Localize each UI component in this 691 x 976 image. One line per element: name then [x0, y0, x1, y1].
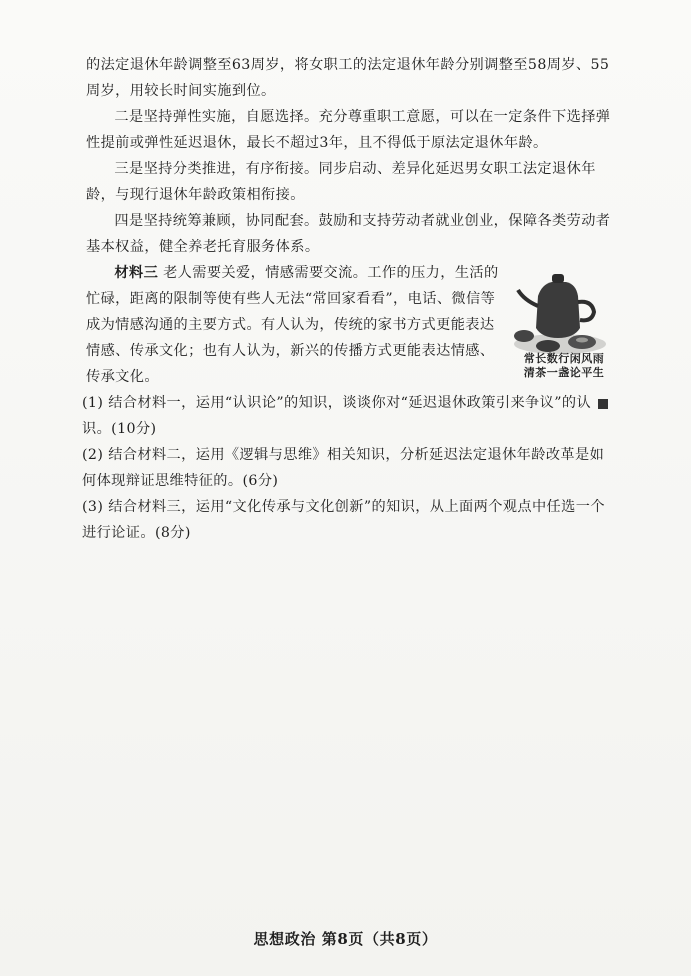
- material-3: [86, 260, 506, 390]
- artwork-caption-line-1: 常长数行闲风雨: [523, 352, 605, 365]
- paragraph-principle-4: 四是坚持统筹兼顾，协同配套。鼓励和支持劳动者就业创业，保障各类劳动者基本权益，健全养老托育服务体系。: [86, 213, 611, 255]
- material-3-label: 材料三: [114, 265, 159, 281]
- red-seal-stamp: [598, 399, 608, 409]
- paragraph-principle-2: 二是坚持弹性实施，自愿选择。充分尊重职工意愿，可以在一定条件下选择弹性提前或弹性延迟退休，最长不超过3年，且不得低于原法定退休年龄。: [86, 109, 611, 151]
- paragraph-retirement-age: 的法定退休年龄调整至63周岁，将女职工的法定退休年龄分别调整至58周岁、55周岁，用较长时间实施到位。: [86, 57, 610, 99]
- page-footer: 思想政治 第8页（共8页）: [253, 930, 438, 948]
- question-1: (1) 结合材料一，运用“认识论”的知识，谈谈你对“延迟退休政策引来争议”的认识。(10分): [82, 395, 592, 437]
- material-3-text: 老人需要关爱，情感需要交流。工作的压力，生活的忙碌，距离的限制等使有些人无法“常回家看看”，电话、微信等成为情感沟通的主要方式。有人认为，传统的家书方式更能表达情感、传承文化；也有人认为，新兴的传播方式更能表达情感、传承文化。: [86, 265, 499, 385]
- artwork-caption: [512, 352, 616, 380]
- question-2: (2) 结合材料二，运用《逻辑与思维》相关知识，分析延迟法定退休年龄改革是如何体现辩证思维特征的。(6分): [82, 447, 605, 489]
- teapot-illustration: [508, 256, 608, 416]
- paragraph-principle-3: 三是坚持分类推进，有序衔接。同步启动、差异化延迟男女职工法定退休年龄，与现行退休年龄政策相衔接。: [86, 161, 596, 203]
- question-3: (3) 结合材料三，运用“文化传承与文化创新”的知识，从上面两个观点中任选一个进行论证。(8分): [82, 499, 605, 541]
- artwork-caption-line-2: 清茶一盏论平生: [523, 366, 605, 379]
